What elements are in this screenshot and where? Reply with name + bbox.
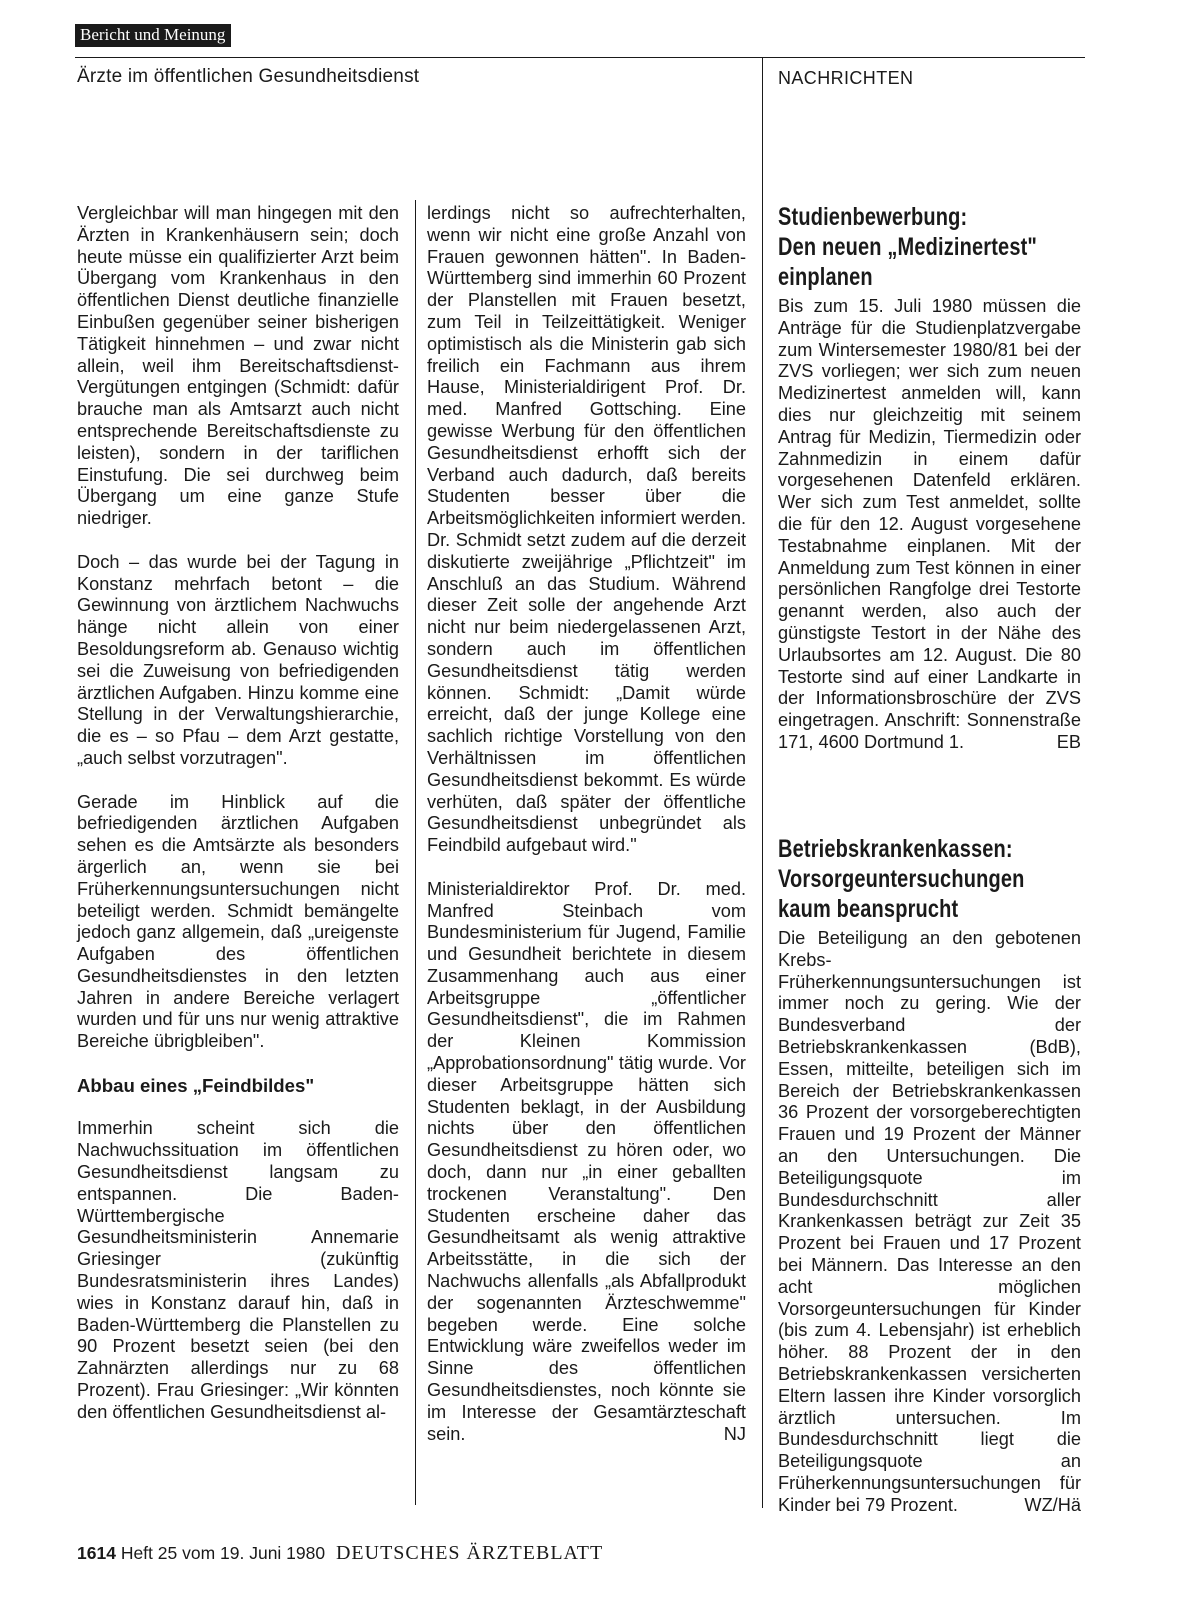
header-rule [75,57,1085,58]
paragraph: Doch – das wurde bei der Tagung in Konstanz mehrfach betont – die Gewinnung von ärztlichem Nachwuchs hänge nicht allein von einer Besoldungsreform ab. Genauso wichtig sei die Zuweisung von befriedigenden ärztlichen Aufgaben. Hinzu komme eine Stellung in der Verwaltungshierarchie, die es – so Pfau – dem Arzt gestatte, „auch selbst vorzutragen". [77,551,399,768]
paragraph [778,296,1081,754]
author-signature: EB [1056,731,1081,752]
article-column-1 [77,203,399,1424]
column-divider [415,200,416,1505]
headline-line: Den neuen „Medizinertest" [778,233,1038,261]
author-signature: NJ [723,1423,746,1444]
paragraph: Vergleichbar will man hingegen mit den Ärzten in Krankenhäusern sein; doch heute müsse ein qualifizierter Arzt beim Übergang vom Krankenhaus in den öffentlichen Dienst deutliche finanzielle Einbußen gegenüber seiner bisherigen Tätigkeit hinnehmen – und zwar nicht allein, weil ihm Bereitschaftsdienst-Vergütungen entgingen (Schmidt: dafür brauche man als Amtsarzt auch nicht entsprechende Bereitschaftsdienste zu leisten), sondern in der tariflichen Einstufung. Die sei durchweg beim Übergang um eine ganze Stufe niedriger. [77,203,399,529]
headline-line: kaum beansprucht [778,895,959,923]
subheading: Abbau eines „Feindbildes" [77,1074,315,1096]
news-body-1 [778,296,1081,754]
paragraph: lerdings nicht so aufrechterhalten, wenn wir nicht eine große Anzahl von Frauen gewonnen hätten". In Baden-Württemberg sind immerhin 60 Prozent der Planstellen mit Frauen besetzt, zum Teil in Teilzeittätigkeit. Weniger optimistisch als die Ministerin gab sich freilich ein Fachmann aus ihrem Hause, Ministerialdirigent Prof. Dr. med. Manfred Gottsching. Eine gewisse Werbung für den öffentlichen Gesundheitsdienst erhofft sich der Verband auch dadurch, daß bereits Studenten besser über die Arbeitsmöglichkeiten informiert werden. Dr. Schmidt setzt zudem auf die derzeit diskutierte zweijährige „Pflichtzeit" im Anschluß an das Studium. Während dieser Zeit solle der angehende Arzt nicht nur beim niedergelassenen Arzt, sondern auch im öffentlichen Gesundheitsdienst tätig werden können. Schmidt: „Damit würde erreicht, daß der junge Kollege eine sachlich richtige Vorstellung von den Verhältnissen im öffentlichen Gesundheitsdienst bekommt. Es würde verhüten, daß später der öffentliche Gesundheitsdienst unbegründet als Feindbild aufgebaut wird." [427,203,746,856]
journal-name: DEUTSCHES ÄRZTEBLATT [335,1542,604,1564]
paragraph-text: Die Beteiligung an den gebotenen Krebs-Früherkennungsuntersuchungen ist immer noch zu gering. Wie der Bundesverband der Betriebskrankenkassen (BdB), Essen, mitteilte, beteiligen sich im Bereich der Betriebskrankenkassen 36 Prozent der vorsorgeberechtigten Frauen und 19 Prozent der Männer an den Untersuchungen. Die Beteiligungsquote im Bundesdurchschnitt aller Krankenkassen beträgt zur Zeit 35 Prozent bei Frauen und 17 Prozent bei Männern. Das Interesse an den acht möglichen Vorsorgeuntersuchungen für Kinder (bis zum 4. Lebensjahr) ist erheblich höher. 88 Prozent der in den Betriebskrankenkassen versicherten Eltern lassen ihre Kinder vorsorglich ärztlich untersuchen. Im Bundesdurchschnitt liegt die Beteiligungsquote an Früherkennungsuntersuchungen für Kinder bei 79 Prozent. [778,928,1081,1515]
news-body-2 [778,928,1081,1517]
news-headline-2 [778,834,1034,924]
news-headline-1 [778,202,1038,292]
section-tag: Bericht und Meinung [75,24,231,47]
news-section-label: NACHRICHTEN [778,68,914,88]
article-column-2 [427,203,746,1445]
issue-info: Heft 25 vom 19. Juni 1980 [120,1543,326,1563]
paragraph: Immerhin scheint sich die Nachwuchssituation im öffentlichen Gesundheitsdienst langsam zu entspannen. Die Baden-Württembergische Gesundheitsministerin Annemarie Griesinger (zukünftig Bundesratsministerin ihres Landes) wies in Konstanz darauf hin, daß in Baden-Württemberg die Planstellen zu 90 Prozent besetzt seien (bei den Zahnärzten allerdings nur zu 68 Prozent). Frau Griesinger: „Wir könnten den öffentlichen Gesundheitsdienst al- [77,1118,399,1422]
page-footer [77,1542,603,1565]
author-signature: WZ/Hä [1024,1494,1081,1515]
headline-line: Studienbewerbung: [778,203,968,231]
page-number: 1614 [77,1543,116,1563]
section-divider [762,58,763,1508]
paragraph [427,879,746,1446]
paragraph [778,928,1081,1517]
headline-line: Betriebskrankenkassen: [778,835,1013,863]
headline-line: einplanen [778,263,873,291]
paragraph-text: Ministerialdirektor Prof. Dr. med. Manfred Steinbach vom Bundesministerium für Jugend, Familie und Gesundheit berichtete in diesem Zusammenhang auch aus einer Arbeitsgruppe „öffentlicher Gesundheitsdienst", die im Rahmen der Kleinen Kommission „Approbationsordnung" tätig wurde. Vor dieser Arbeitsgruppe hätten sich Studenten beklagt, in der Ausbildung nichts über den öffentlichen Gesundheitsdienst zu hören oder, wo doch, dann nur „in einer geballten trockenen Veranstaltung". Den Studenten erscheine daher das Gesundheitsamt als wenig attraktive Arbeitsstätte, in die sich der Nachwuchs allenfalls „als Abfallprodukt der sogenannten Ärzteschwemme" begeben werde. Eine solche Entwicklung wäre zweifellos weder im Sinne des öffentlichen Gesundheitsdienstes, noch könnte sie im Interesse der Gesamtärzteschaft sein. [427,878,746,1444]
paragraph: Gerade im Hinblick auf die befriedigenden ärztlichen Aufgaben sehen es die Amtsärzte als besonders ärgerlich an, wenn sie bei Früherkennungsuntersuchungen nicht beteiligt werden. Schmidt bemängelte jedoch ganz allgemein, daß „ureigenste Aufgaben des öffentlichen Gesundheitsdienstes in den letzten Jahren in andere Bereiche verlagert wurden und für uns nur wenig attraktive Bereiche übrigbleiben". [77,791,399,1052]
headline-line: Vorsorgeuntersuchungen [778,865,1025,893]
paragraph-text: Bis zum 15. Juli 1980 müssen die Anträge für die Studienplatzvergabe zum Wintersemester 1980/81 bei der ZVS vorliegen; wer sich zum neuen Medizinertest anmelden will, kann dies nur gleichzeitig mit seinem Antrag für Medizin, Tiermedizin oder Zahnmedizin in einem dafür vorgesehenen Datenfeld erklären. Wer sich zum Test anmeldet, sollte die für den 12. August vorgesehene Testabnahme einplanen. Mit der Anmeldung zum Test können in einer persönlichen Rangfolge drei Testorte genannt werden, also auch der günstigste Testort in der Nähe des Urlaubsortes am 12. August. Die 80 Testorte sind auf einer Landkarte in der Informationsbroschüre der ZVS eingetragen. Anschrift: Sonnenstraße 171, 4600 Dortmund 1. [778,296,1081,752]
article-topic: Ärzte im öffentlichen Gesundheitsdienst [77,66,420,87]
